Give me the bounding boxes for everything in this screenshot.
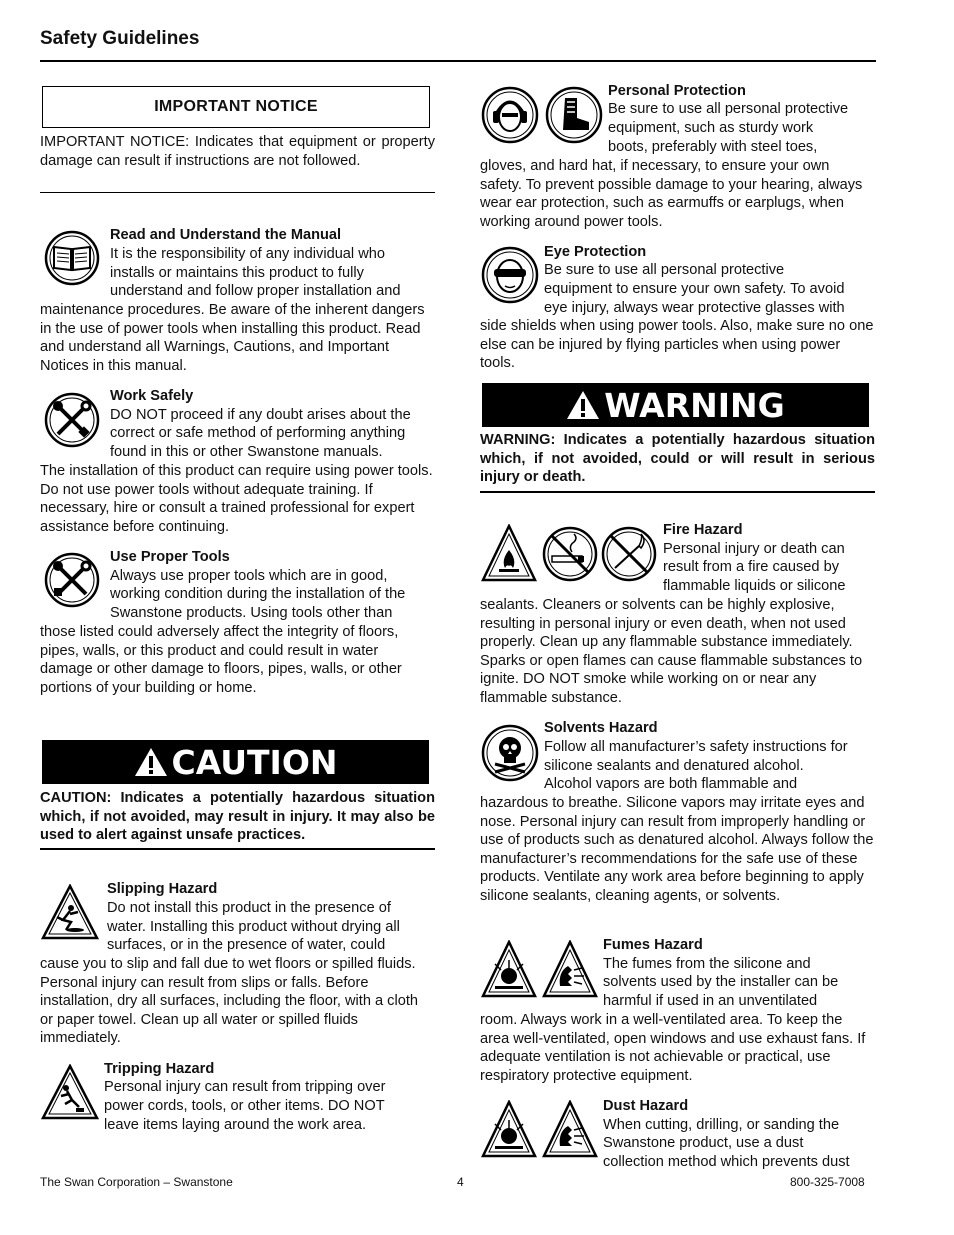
alert-triangle-icon [134,747,168,777]
caution-banner [42,740,429,784]
section-line: flammable liquids or silicone [663,578,846,594]
section-line: solvents used by the installer can be [603,974,839,990]
section-line: Personal injury can result from tripping over [104,1079,386,1095]
section-line: eye injury, always wear protective glasses with [544,300,845,316]
section-heading-proper-tools: Use Proper Tools [110,549,230,565]
section-line: correct or safe method of performing anything [110,425,406,441]
section-heading-dust: Dust Hazard [603,1098,689,1114]
caution-label: CAUTION [171,742,338,782]
section-line: leave items laying around the work area. [104,1117,367,1133]
footer-page-number: 4 [457,1175,464,1189]
page-title: Safety Guidelines [40,28,200,49]
section-line: harmful if used in an unventilated [603,993,818,1009]
section-line: When cutting, drilling, or sanding the [603,1117,840,1133]
section-heading-personal-protection: Personal Protection [608,83,746,99]
warning-rule [480,491,875,493]
notice-rule [40,192,435,193]
section-heading-work-safely: Work Safely [110,388,194,404]
section-line: found in this or other Swanstone manuals. [110,444,383,460]
section-line: The fumes from the silicone and [603,956,811,972]
section-body-fumes: room. Always work in a well-ventilated area. To keep the area well-ventilated, open windows and use exhaust fans. If adequate ventilation is not achievable or practical, use respiratory protective equipment. [480,1012,866,1084]
section-body-solvents: hazardous to breathe. Silicone vapors may irritate eyes and nose. Personal injury can result from improperly handling or use of products such as denatured alcohol. Always follow the manufacturer’s recommendations for the safe use of these products. Ventilate any work area before beginning to apply silicone sealants, cleaning agents, or solvents. [480,795,874,904]
section-body-fire: sealants. Cleaners or solvents can be highly explosive, resulting in personal injury or even death, when not used properly. Clean up any flammable substance immediately. Sparks or open flames can cause flammable substances to ignite. DO NOT smoke while working on or near any flammable substance. [480,597,863,706]
section-line: working condition during the installation of the [110,586,406,602]
manual-book-icon [44,230,100,286]
no-smoking-icon [542,526,598,582]
section-line: It is the responsibility of any individual who [110,246,385,262]
warning-text: WARNING: Indicates a potentially hazardous situation which, if not avoided, could or will result in serious injury or death. [480,432,875,486]
ear-protection-icon [481,86,539,144]
section-line: Personal injury or death can [663,541,845,557]
section-heading-tripping: Tripping Hazard [104,1061,215,1077]
section-body-slipping: cause you to slip and fall due to wet floors or spilled fluids. Personal injury can result from slips or falls. Before installation, dry all surfaces, including the floor, with a cloth or paper towel. Clean up all water or spilled fluids immediately. [40,956,419,1047]
section-line: Alcohol vapors are both flammable and [544,776,798,792]
section-line: DO NOT proceed if any doubt arises about the [110,407,411,423]
tools-icon [44,392,100,448]
section-body-proper-tools: those listed could adversely affect the integrity of floors, pipes, walls, or this product and could result in water damage or other damage to floors, pipes, walls, or other portions of your building or home. [40,624,402,696]
section-line: Do not install this product in the presence of [107,900,391,916]
section-body-personal-protection: gloves, and hard hat, if necessary, to ensure your own safety. To prevent possible damage to your hearing, always wear ear protection, such as earmuffs or earplugs, when working around power tools. [480,158,863,230]
caution-rule [40,848,435,850]
slipping-hazard-icon [41,884,99,940]
eye-protection-icon [481,246,539,304]
boots-icon [545,86,603,144]
tripping-hazard-icon [41,1064,99,1120]
footer-company: The Swan Corporation – Swanstone [40,1175,233,1189]
warning-label: WARNING [604,385,785,425]
section-line: Follow all manufacturer’s safety instructions for [544,739,848,755]
section-heading-fire: Fire Hazard [663,522,743,538]
section-heading-manual: Read and Understand the Manual [110,227,342,243]
section-line: Swanstone product, use a dust [603,1135,804,1151]
section-line: Be sure to use all personal protective [608,101,849,117]
alert-triangle-icon [566,390,600,420]
inhalation-hazard-icon [542,940,598,998]
section-line: Always use proper tools which are in good, [110,568,388,584]
skull-crossbones-icon [481,724,539,782]
section-body-work-safely: The installation of this product can require using power tools. Do not use power tools without adequate training. If necessary, hire or consult a trained professional for expert assistance before continuing. [40,463,433,535]
section-line: Swanstone products. Using tools other than [110,605,393,621]
flame-hazard-icon [481,524,537,582]
no-open-flame-icon [601,526,657,582]
dust-hazard-icon [481,1100,537,1158]
fumes-hazard-icon [481,940,537,998]
section-line: boots, preferably with steel toes, [608,139,818,155]
section-line: understand and follow proper installation and [110,283,401,299]
important-notice-text: IMPORTANT NOTICE: Indicates that equipment or property damage can result if instructions are not followed. [40,134,435,169]
proper-tools-icon [44,552,100,608]
section-line: installs or maintains this product to fully [110,265,364,281]
section-line: surfaces, or in the presence of water, could [107,937,386,953]
respiratory-hazard-icon [542,1100,598,1158]
warning-banner [482,383,869,427]
section-body-manual: maintenance procedures. Be aware of the inherent dangers in the use of power tools when installing this product. Read and understand all Warnings, Cautions, and Important Notices in this manual. [40,302,425,374]
section-heading-fumes: Fumes Hazard [603,937,703,953]
caution-text: CAUTION: Indicates a potentially hazardous situation which, if not avoided, may result in injury. It may also be used to alert against unsafe practices. [40,790,435,844]
section-line: collection method which prevents dust [603,1154,850,1170]
section-line: water. Installing this product without drying all [107,919,400,935]
header-rule [40,60,876,62]
section-line: power cords, tools, or other items. DO NOT [104,1098,385,1114]
section-heading-slipping: Slipping Hazard [107,881,218,897]
section-line: equipment, such as sturdy work [608,120,814,136]
footer-phone: 800-325-7008 [790,1175,865,1189]
section-body-eye-protection: side shields when using power tools. Also, make sure no one else can be injured by flying particles when using power tools. [480,318,874,372]
section-heading-eye-protection: Eye Protection [544,244,647,260]
section-line: equipment to ensure your own safety. To avoid [544,281,845,297]
important-notice-box: IMPORTANT NOTICE [42,86,430,128]
section-line: result from a fire caused by [663,559,840,575]
section-heading-solvents: Solvents Hazard [544,720,658,736]
section-line: Be sure to use all personal protective [544,262,785,278]
section-line: silicone sealants and denatured alcohol. [544,758,804,774]
